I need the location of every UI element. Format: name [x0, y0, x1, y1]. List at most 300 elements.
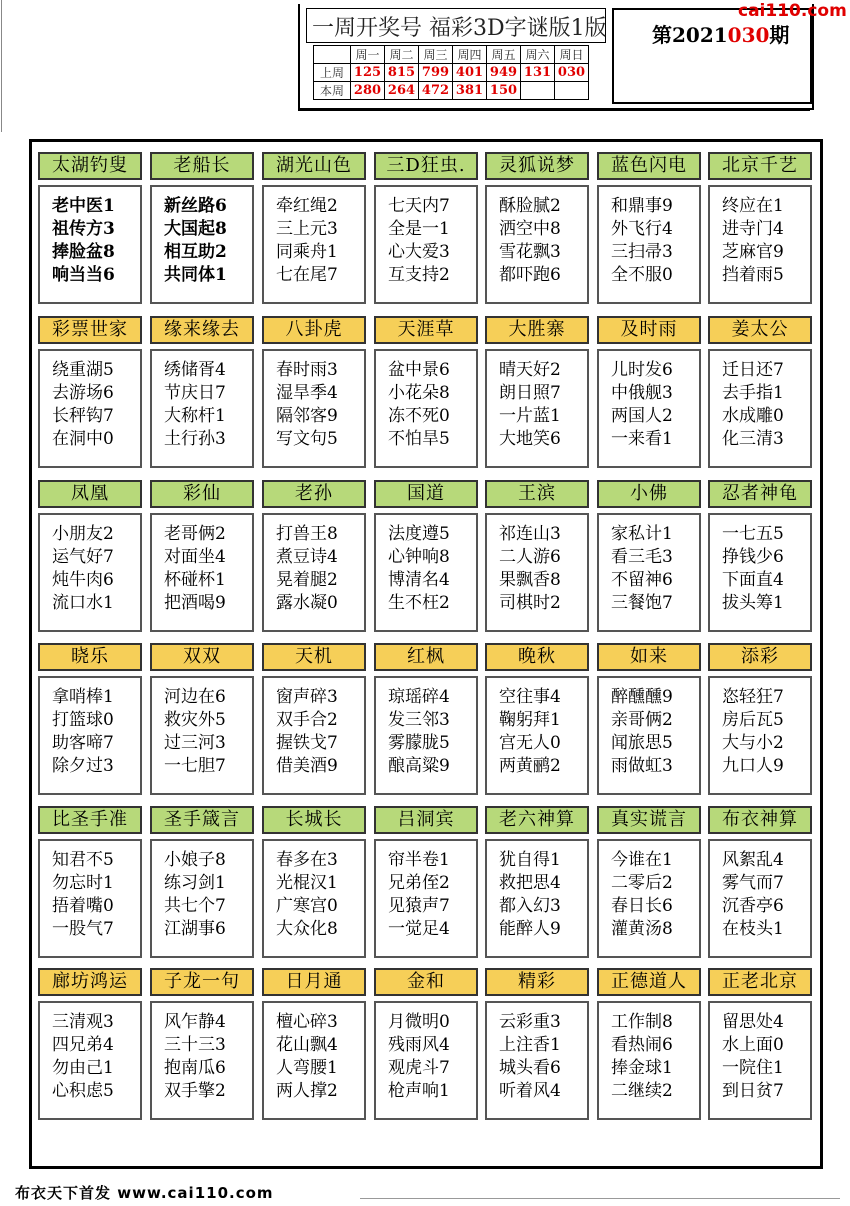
riddle-line: 在枝头1 [722, 919, 784, 939]
riddle-line: 老哥俩2 [164, 524, 226, 544]
riddle-line: 大地笑6 [499, 429, 561, 449]
riddle-card [708, 643, 812, 795]
riddle-line: 新丝路6 [164, 196, 227, 216]
riddle-card [708, 806, 812, 958]
footer-line [360, 1198, 840, 1199]
riddle-line: 小花朵8 [388, 383, 450, 403]
riddle-card [262, 806, 366, 958]
riddle-author: 大胜寨 [485, 316, 589, 344]
riddle-line: 雨做虹3 [611, 756, 673, 776]
riddle-body [485, 676, 589, 795]
riddle-line: 二人游6 [499, 547, 561, 567]
riddle-line: 运气好7 [52, 547, 114, 567]
riddle-line: 化三清3 [722, 429, 784, 449]
draw-number [521, 82, 555, 100]
riddle-body [485, 1001, 589, 1120]
riddle-author: 子龙一句 [150, 968, 254, 996]
riddle-line: 土行孙3 [164, 429, 226, 449]
riddle-line: 迁日还7 [722, 360, 784, 380]
riddle-author: 及时雨 [597, 316, 701, 344]
riddle-body [597, 513, 701, 632]
riddle-body [374, 1001, 478, 1120]
riddle-line: 生不枉2 [388, 593, 450, 613]
riddle-line: 炖牛肉6 [52, 570, 114, 590]
riddle-author: 老船长 [150, 152, 254, 180]
draw-this-week-row [314, 82, 589, 100]
riddle-author: 真实谎言 [597, 806, 701, 834]
riddle-line: 隔邻客9 [276, 406, 338, 426]
riddle-line: 春时雨3 [276, 360, 338, 380]
riddle-line: 洒空中8 [499, 219, 561, 239]
riddle-author: 廊坊鸿运 [38, 968, 142, 996]
riddle-line: 醉醺醺9 [611, 687, 673, 707]
riddle-line: 和鼎事9 [611, 196, 673, 216]
riddle-author: 正老北京 [708, 968, 812, 996]
riddle-line: 沉香亭6 [722, 896, 784, 916]
riddle-author: 红枫 [374, 643, 478, 671]
riddle-author: 太湖钓叟 [38, 152, 142, 180]
riddle-line: 工作制8 [611, 1012, 673, 1032]
riddle-line: 宫无人0 [499, 733, 561, 753]
riddle-body [150, 1001, 254, 1120]
riddle-line: 都吓跑6 [499, 265, 561, 285]
riddle-card [262, 480, 366, 632]
riddle-card [597, 806, 701, 958]
riddle-line: 三上元3 [276, 219, 338, 239]
riddle-line: 河边在6 [164, 687, 226, 707]
draw-corner-cell [314, 46, 351, 64]
riddle-author: 精彩 [485, 968, 589, 996]
riddle-line: 上注香1 [499, 1035, 561, 1055]
riddle-line: 全是一1 [388, 219, 450, 239]
riddle-line: 不留神6 [611, 570, 673, 590]
riddle-line: 打兽王8 [276, 524, 338, 544]
riddle-line: 二继续2 [611, 1081, 673, 1101]
riddle-card [150, 643, 254, 795]
riddle-line: 心钟响8 [388, 547, 450, 567]
riddle-line: 写文句5 [276, 429, 338, 449]
footer-credit: 布衣天下首发 www.cai110.com [15, 1184, 274, 1202]
draw-day-header: 周五 [487, 46, 521, 64]
riddle-line: 捂着嘴0 [52, 896, 114, 916]
draw-number: 280 [351, 82, 385, 100]
riddle-line: 灌黄汤8 [611, 919, 673, 939]
riddle-line: 空往事4 [499, 687, 561, 707]
riddle-line: 到日贫7 [722, 1081, 784, 1101]
draw-number: 949 [487, 64, 521, 82]
riddle-card [150, 480, 254, 632]
riddle-line: 雾朦胧5 [388, 733, 450, 753]
riddle-body [38, 676, 142, 795]
riddle-body [485, 185, 589, 304]
riddle-line: 春多在3 [276, 850, 338, 870]
riddle-card [708, 316, 812, 468]
draw-number: 815 [385, 64, 419, 82]
riddle-line: 看三毛3 [611, 547, 673, 567]
riddle-line: 一片蓝1 [499, 406, 561, 426]
riddle-line: 两人撑2 [276, 1081, 338, 1101]
riddle-author: 彩票世家 [38, 316, 142, 344]
riddle-line: 终应在1 [722, 196, 784, 216]
riddle-card [150, 968, 254, 1120]
riddle-card [374, 806, 478, 958]
riddle-line: 节庆日7 [164, 383, 226, 403]
draw-day-header: 周三 [419, 46, 453, 64]
riddle-line: 祖传方3 [52, 219, 115, 239]
riddle-author: 晚秋 [485, 643, 589, 671]
riddle-body [708, 185, 812, 304]
riddle-author: 灵狐说梦 [485, 152, 589, 180]
riddle-card [262, 152, 366, 304]
riddle-card [708, 152, 812, 304]
riddle-author: 长城长 [262, 806, 366, 834]
riddle-body [262, 1001, 366, 1120]
riddle-body [485, 349, 589, 468]
draw-number: 131 [521, 64, 555, 82]
riddle-line: 枪声响1 [388, 1081, 450, 1101]
riddle-card [485, 968, 589, 1120]
riddle-author: 八卦虎 [262, 316, 366, 344]
riddle-line: 江湖事6 [164, 919, 226, 939]
riddle-line: 救把思4 [499, 873, 561, 893]
riddle-line: 恣轻狂7 [722, 687, 784, 707]
riddle-line: 风乍静4 [164, 1012, 226, 1032]
riddle-line: 雾气而7 [722, 873, 784, 893]
riddle-author: 晓乐 [38, 643, 142, 671]
riddle-author: 姜太公 [708, 316, 812, 344]
riddle-line: 闻旅思5 [611, 733, 673, 753]
riddle-card [597, 968, 701, 1120]
riddle-line: 打篮球0 [52, 710, 114, 730]
riddle-line: 一七五5 [722, 524, 784, 544]
riddle-author: 小佛 [597, 480, 701, 508]
riddle-line: 酥脸腻2 [499, 196, 561, 216]
issue-suffix: 期 [769, 23, 790, 47]
riddle-line: 长秤钩7 [52, 406, 114, 426]
riddle-line: 广寒宫0 [276, 896, 338, 916]
draw-number: 472 [419, 82, 453, 100]
riddle-card [485, 152, 589, 304]
riddle-author: 老孙 [262, 480, 366, 508]
riddle-line: 两黄鹂2 [499, 756, 561, 776]
riddle-card [38, 643, 142, 795]
riddle-author: 如来 [597, 643, 701, 671]
riddle-author: 彩仙 [150, 480, 254, 508]
riddle-line: 三清观3 [52, 1012, 114, 1032]
riddle-line: 七在尾7 [276, 265, 338, 285]
riddle-line: 房后瓦5 [722, 710, 784, 730]
riddle-line: 绣储胥4 [164, 360, 226, 380]
riddle-line: 雪花飘3 [499, 242, 561, 262]
draw-days-row [314, 46, 589, 64]
riddle-line: 三餐饱7 [611, 593, 673, 613]
riddle-author: 双双 [150, 643, 254, 671]
riddle-line: 互支持2 [388, 265, 450, 285]
draw-day-header: 周四 [453, 46, 487, 64]
riddle-line: 共同体1 [164, 265, 227, 285]
issue-label [652, 19, 789, 48]
riddle-card [708, 968, 812, 1120]
header-underline [298, 110, 810, 111]
riddle-body [262, 349, 366, 468]
riddle-author: 蓝色闪电 [597, 152, 701, 180]
riddle-body [485, 513, 589, 632]
riddle-card [708, 480, 812, 632]
riddle-body [374, 513, 478, 632]
riddle-line: 大与小2 [722, 733, 784, 753]
riddle-line: 中俄舰3 [611, 383, 673, 403]
riddle-author: 三D狂虫. [374, 152, 478, 180]
riddle-card [38, 806, 142, 958]
draw-number: 125 [351, 64, 385, 82]
issue-prefix: 第2021 [652, 23, 728, 47]
riddle-line: 琼瑶碎4 [388, 687, 450, 707]
riddle-line: 大国起8 [164, 219, 227, 239]
riddle-line: 都入幻3 [499, 896, 561, 916]
riddle-line: 老中医1 [52, 196, 115, 216]
riddle-line: 九口人9 [722, 756, 784, 776]
riddle-body [708, 839, 812, 958]
riddle-author: 吕洞宾 [374, 806, 478, 834]
riddle-body [150, 185, 254, 304]
draw-number: 030 [555, 64, 589, 82]
draw-day-header: 周日 [555, 46, 589, 64]
riddle-board [29, 139, 823, 1169]
riddle-line: 水上面0 [722, 1035, 784, 1055]
riddle-author: 添彩 [708, 643, 812, 671]
riddle-author: 凤凰 [38, 480, 142, 508]
riddle-line: 晃着腿2 [276, 570, 338, 590]
riddle-card [262, 316, 366, 468]
riddle-body [708, 676, 812, 795]
draw-last-week-row [314, 64, 589, 82]
riddle-line: 去游场6 [52, 383, 114, 403]
riddle-line: 兄弟侄2 [388, 873, 450, 893]
riddle-line: 助客啼7 [52, 733, 114, 753]
riddle-line: 练习剑1 [164, 873, 226, 893]
riddle-line: 芝麻官9 [722, 242, 784, 262]
riddle-line: 残雨风4 [388, 1035, 450, 1055]
riddle-body [262, 839, 366, 958]
riddle-line: 在洞中0 [52, 429, 114, 449]
riddle-body [374, 349, 478, 468]
riddle-card [597, 480, 701, 632]
riddle-body [262, 185, 366, 304]
riddle-line: 对面坐4 [164, 547, 226, 567]
riddle-author: 圣手箴言 [150, 806, 254, 834]
riddle-line: 博清名4 [388, 570, 450, 590]
riddle-line: 借美酒9 [276, 756, 338, 776]
riddle-line: 牵红绳2 [276, 196, 338, 216]
left-edge-line [1, 0, 2, 132]
riddle-body [262, 676, 366, 795]
riddle-line: 窗声碎3 [276, 687, 338, 707]
riddle-card [597, 152, 701, 304]
riddle-line: 春日长6 [611, 896, 673, 916]
riddle-line: 冻不死0 [388, 406, 450, 426]
riddle-body [597, 1001, 701, 1120]
riddle-body [150, 676, 254, 795]
riddle-line: 全不服0 [611, 265, 673, 285]
riddle-line: 去手指1 [722, 383, 784, 403]
riddle-line: 握铁戈7 [276, 733, 338, 753]
riddle-line: 露水凝0 [276, 593, 338, 613]
riddle-line: 相互助2 [164, 242, 227, 262]
riddle-body [150, 349, 254, 468]
riddle-line: 捧脸盆8 [52, 242, 115, 262]
riddle-line: 挡着雨5 [722, 265, 784, 285]
riddle-card [485, 480, 589, 632]
riddle-line: 风絮乱4 [722, 850, 784, 870]
riddle-line: 月微明0 [388, 1012, 450, 1032]
draw-number: 264 [385, 82, 419, 100]
riddle-line: 法度遵5 [388, 524, 450, 544]
riddle-author: 忍者神龟 [708, 480, 812, 508]
draw-number: 799 [419, 64, 453, 82]
riddle-line: 湿旱季4 [276, 383, 338, 403]
riddle-body [262, 513, 366, 632]
riddle-card [150, 152, 254, 304]
riddle-card [150, 806, 254, 958]
riddle-card [150, 316, 254, 468]
riddle-author: 正德道人 [597, 968, 701, 996]
riddle-line: 檀心碎3 [276, 1012, 338, 1032]
riddle-body [597, 185, 701, 304]
riddle-line: 犹自得1 [499, 850, 561, 870]
riddle-body [38, 1001, 142, 1120]
riddle-line: 救灾外5 [164, 710, 226, 730]
riddle-author: 老六神算 [485, 806, 589, 834]
riddle-line: 一觉足4 [388, 919, 450, 939]
riddle-line: 心积虑5 [52, 1081, 114, 1101]
riddle-line: 捧金球1 [611, 1058, 673, 1078]
riddle-line: 小娘子8 [164, 850, 226, 870]
riddle-line: 双手合2 [276, 710, 338, 730]
riddle-line: 绕重湖5 [52, 360, 114, 380]
riddle-line: 七天内7 [388, 196, 450, 216]
riddle-line: 进寺门4 [722, 219, 784, 239]
riddle-line: 共七个7 [164, 896, 226, 916]
riddle-card [485, 643, 589, 795]
draw-results-table [313, 45, 589, 100]
riddle-author: 北京千艺 [708, 152, 812, 180]
draw-number: 150 [487, 82, 521, 100]
riddle-author: 湖光山色 [262, 152, 366, 180]
riddle-body [38, 513, 142, 632]
draw-day-header: 周六 [521, 46, 555, 64]
riddle-line: 晴天好2 [499, 360, 561, 380]
riddle-line: 一来看1 [611, 429, 673, 449]
riddle-card [374, 643, 478, 795]
riddle-line: 亲哥俩2 [611, 710, 673, 730]
draw-number: 381 [453, 82, 487, 100]
draw-number: 401 [453, 64, 487, 82]
riddle-line: 家私计1 [611, 524, 673, 544]
riddle-card [38, 316, 142, 468]
riddle-author: 缘来缘去 [150, 316, 254, 344]
riddle-line: 朗日照7 [499, 383, 561, 403]
riddle-line: 双手擎2 [164, 1081, 226, 1101]
riddle-card [374, 480, 478, 632]
riddle-body [597, 676, 701, 795]
riddle-line: 心大爱3 [388, 242, 450, 262]
riddle-line: 一七胆7 [164, 756, 226, 776]
riddle-card [374, 968, 478, 1120]
riddle-author: 比圣手准 [38, 806, 142, 834]
riddle-body [597, 349, 701, 468]
riddle-card [262, 968, 366, 1120]
riddle-card [38, 968, 142, 1120]
riddle-line: 发三邻3 [388, 710, 450, 730]
riddle-line: 光棍汉1 [276, 873, 338, 893]
riddle-line: 不怕旱5 [388, 429, 450, 449]
draw-day-header: 周一 [351, 46, 385, 64]
riddle-card [38, 152, 142, 304]
riddle-line: 听着风4 [499, 1081, 561, 1101]
riddle-card [38, 480, 142, 632]
riddle-card [374, 316, 478, 468]
riddle-line: 大众化8 [276, 919, 338, 939]
riddle-body [374, 185, 478, 304]
riddle-line: 两国人2 [611, 406, 673, 426]
draw-number [555, 82, 589, 100]
riddle-line: 水成雕0 [722, 406, 784, 426]
riddle-line: 司棋时2 [499, 593, 561, 613]
riddle-line: 煮豆诗4 [276, 547, 338, 567]
riddle-line: 看热闹6 [611, 1035, 673, 1055]
riddle-body [150, 839, 254, 958]
riddle-body [708, 1001, 812, 1120]
riddle-line: 人弯腰1 [276, 1058, 338, 1078]
riddle-line: 四兄弟4 [52, 1035, 114, 1055]
riddle-line: 抱南瓜6 [164, 1058, 226, 1078]
riddle-line: 勿由己1 [52, 1058, 114, 1078]
draw-day-header: 周二 [385, 46, 419, 64]
riddle-line: 儿时发6 [611, 360, 673, 380]
riddle-card [262, 643, 366, 795]
riddle-line: 小朋友2 [52, 524, 114, 544]
riddle-body [708, 349, 812, 468]
riddle-line: 拔头筹1 [722, 593, 784, 613]
riddle-line: 知君不5 [52, 850, 114, 870]
site-logo[interactable]: cai110.com [738, 1, 847, 21]
riddle-body [597, 839, 701, 958]
riddle-author: 布衣神算 [708, 806, 812, 834]
riddle-line: 祁连山3 [499, 524, 561, 544]
riddle-line: 一院住1 [722, 1058, 784, 1078]
riddle-author: 天机 [262, 643, 366, 671]
riddle-line: 城头看6 [499, 1058, 561, 1078]
riddle-line: 过三河3 [164, 733, 226, 753]
riddle-line: 留思处4 [722, 1012, 784, 1032]
riddle-body [374, 676, 478, 795]
riddle-body [38, 839, 142, 958]
riddle-line: 今谁在1 [611, 850, 673, 870]
riddle-line: 二零后2 [611, 873, 673, 893]
riddle-line: 同乘舟1 [276, 242, 338, 262]
issue-number: 030 [727, 23, 770, 47]
riddle-body [38, 349, 142, 468]
riddle-card [597, 316, 701, 468]
riddle-author: 金和 [374, 968, 478, 996]
riddle-body [38, 185, 142, 304]
riddle-line: 一股气7 [52, 919, 114, 939]
riddle-body [708, 513, 812, 632]
riddle-line: 能醉人9 [499, 919, 561, 939]
riddle-line: 下面直4 [722, 570, 784, 590]
draw-row-label: 本周 [314, 82, 351, 100]
riddle-body [485, 839, 589, 958]
